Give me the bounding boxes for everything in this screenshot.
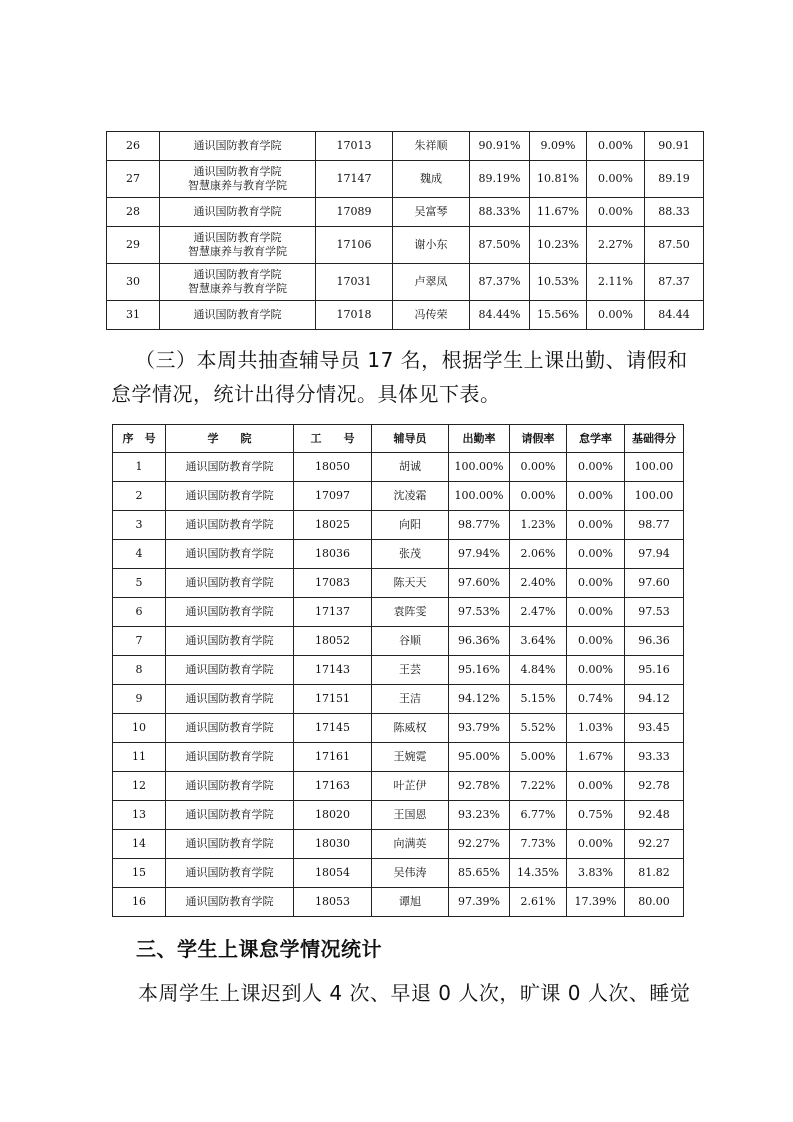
cell-attendance-rate: 97.53% [449,598,510,627]
cell-base-score: 80.00 [625,888,684,917]
table-row [113,656,684,685]
cell-id: 17106 [316,227,393,264]
cell-attendance-rate: 92.78% [449,772,510,801]
cell-base-score: 93.33 [625,743,684,772]
cell-id: 17089 [316,198,393,227]
cell-leave-rate: 14.35% [510,859,567,888]
cell-base-score: 81.82 [625,859,684,888]
cell-slack-rate: 0.00% [567,453,625,482]
cell-college: 通识国防教育学院 智慧康养与教育学院 [160,264,316,301]
table-row [113,714,684,743]
cell-id: 17013 [316,132,393,161]
cell-slack-rate: 2.27% [587,227,645,264]
cell-college: 通识国防教育学院 [166,830,294,859]
cell-no: 27 [107,161,160,198]
cell-leave-rate: 0.00% [510,482,567,511]
table-row [113,569,684,598]
cell-college: 通识国防教育学院 [166,540,294,569]
summary-paragraph: 本周学生上课迟到人 4 次、早退 0 人次，旷课 0 人次、睡觉 [138,981,691,1005]
cell-college: 通识国防教育学院 [160,301,316,330]
cell-name: 王洁 [372,685,449,714]
cell-name: 沈凌霜 [372,482,449,511]
cell-id: 17151 [294,685,372,714]
cell-college: 通识国防教育学院 [166,801,294,830]
cell-base-score: 97.53 [625,598,684,627]
table-row [107,198,704,227]
cell-college: 通识国防教育学院 智慧康养与教育学院 [160,227,316,264]
cell-id: 17161 [294,743,372,772]
cell-college: 通识国防教育学院 [166,743,294,772]
table-row [113,801,684,830]
cell-no: 13 [113,801,166,830]
cell-attendance-rate: 94.12% [449,685,510,714]
cell-id: 18052 [294,627,372,656]
cell-name: 王婉霓 [372,743,449,772]
cell-attendance-rate: 98.77% [449,511,510,540]
cell-id: 17137 [294,598,372,627]
cell-no: 4 [113,540,166,569]
table-row [113,598,684,627]
header-attendance-rate: 出勤率 [449,425,510,453]
cell-base-score: 100.00 [625,482,684,511]
cell-attendance-rate: 93.79% [449,714,510,743]
cell-no: 3 [113,511,166,540]
table-row [113,743,684,772]
cell-id: 17018 [316,301,393,330]
cell-no: 26 [107,132,160,161]
cell-slack-rate: 3.83% [567,859,625,888]
cell-slack-rate: 0.00% [587,161,645,198]
cell-base-score: 98.77 [625,511,684,540]
cell-name: 谢小东 [393,227,470,264]
cell-slack-rate: 0.00% [567,482,625,511]
cell-slack-rate: 0.00% [567,511,625,540]
cell-attendance-rate: 95.16% [449,656,510,685]
cell-id: 17083 [294,569,372,598]
cell-slack-rate: 0.74% [567,685,625,714]
cell-college: 通识国防教育学院 [166,598,294,627]
cell-base-score: 90.91 [645,132,704,161]
cell-attendance-rate: 97.94% [449,540,510,569]
cell-slack-rate: 0.00% [587,301,645,330]
cell-base-score: 95.16 [625,656,684,685]
cell-college: 通识国防教育学院 [166,453,294,482]
cell-no: 31 [107,301,160,330]
cell-no: 1 [113,453,166,482]
cell-attendance-rate: 97.60% [449,569,510,598]
table-row [107,161,704,198]
cell-slack-rate: 0.00% [587,132,645,161]
cell-attendance-rate: 87.37% [470,264,530,301]
cell-attendance-rate: 100.00% [449,482,510,511]
cell-name: 王国恩 [372,801,449,830]
cell-college: 通识国防教育学院 [160,198,316,227]
header-slack-rate: 怠学率 [567,425,625,453]
table-row [113,888,684,917]
cell-slack-rate: 0.00% [567,540,625,569]
table-row [107,132,704,161]
table-row [113,482,684,511]
cell-no: 9 [113,685,166,714]
cell-attendance-rate: 85.65% [449,859,510,888]
cell-college: 通识国防教育学院 [166,511,294,540]
cell-leave-rate: 10.53% [530,264,587,301]
cell-base-score: 84.44 [645,301,704,330]
cell-base-score: 94.12 [625,685,684,714]
cell-name: 叶芷伊 [372,772,449,801]
counselor-score-table [112,424,684,917]
cell-name: 胡诚 [372,453,449,482]
cell-college: 通识国防教育学院 [166,656,294,685]
cell-slack-rate: 17.39% [567,888,625,917]
table-header-row [113,425,684,453]
cell-leave-rate: 3.64% [510,627,567,656]
cell-leave-rate: 10.81% [530,161,587,198]
cell-id: 18025 [294,511,372,540]
cell-id: 18020 [294,801,372,830]
cell-leave-rate: 7.73% [510,830,567,859]
cell-no: 10 [113,714,166,743]
cell-leave-rate: 5.52% [510,714,567,743]
cell-slack-rate: 0.00% [567,569,625,598]
cell-leave-rate: 0.00% [510,453,567,482]
cell-college: 通识国防教育学院 [166,482,294,511]
cell-slack-rate: 1.67% [567,743,625,772]
cell-no: 8 [113,656,166,685]
cell-base-score: 89.19 [645,161,704,198]
cell-name: 卢翠凤 [393,264,470,301]
cell-college: 通识国防教育学院 [166,685,294,714]
cell-attendance-rate: 92.27% [449,830,510,859]
cell-no: 30 [107,264,160,301]
cell-no: 6 [113,598,166,627]
cell-no: 15 [113,859,166,888]
cell-name: 吴伟涛 [372,859,449,888]
cell-slack-rate: 0.00% [567,772,625,801]
cell-slack-rate: 0.00% [567,830,625,859]
cell-leave-rate: 2.61% [510,888,567,917]
attendance-table-continued [106,131,704,330]
cell-no: 7 [113,627,166,656]
cell-slack-rate: 1.03% [567,714,625,743]
table-row [113,511,684,540]
cell-name: 向阳 [372,511,449,540]
cell-attendance-rate: 96.36% [449,627,510,656]
cell-no: 5 [113,569,166,598]
cell-no: 12 [113,772,166,801]
cell-id: 17031 [316,264,393,301]
table-row [113,627,684,656]
cell-id: 18036 [294,540,372,569]
table-row [107,301,704,330]
cell-id: 18030 [294,830,372,859]
cell-leave-rate: 5.15% [510,685,567,714]
header-college: 学 院 [166,425,294,453]
cell-name: 向满英 [372,830,449,859]
cell-attendance-rate: 87.50% [470,227,530,264]
header-base-score: 基础得分 [625,425,684,453]
cell-name: 冯传荣 [393,301,470,330]
cell-id: 17143 [294,656,372,685]
cell-name: 张茂 [372,540,449,569]
cell-base-score: 88.33 [645,198,704,227]
cell-id: 17163 [294,772,372,801]
cell-attendance-rate: 88.33% [470,198,530,227]
cell-name: 袁阵雯 [372,598,449,627]
header-id: 工 号 [294,425,372,453]
cell-college: 通识国防教育学院 [166,627,294,656]
cell-base-score: 92.48 [625,801,684,830]
cell-no: 28 [107,198,160,227]
cell-college: 通识国防教育学院 [160,132,316,161]
cell-leave-rate: 10.23% [530,227,587,264]
table-row [113,859,684,888]
header-counselor: 辅导员 [372,425,449,453]
cell-id: 17147 [316,161,393,198]
cell-leave-rate: 7.22% [510,772,567,801]
cell-college: 通识国防教育学院 智慧康养与教育学院 [160,161,316,198]
cell-no: 11 [113,743,166,772]
cell-no: 2 [113,482,166,511]
cell-name: 谭旭 [372,888,449,917]
cell-college: 通识国防教育学院 [166,888,294,917]
cell-attendance-rate: 89.19% [470,161,530,198]
cell-slack-rate: 0.00% [567,598,625,627]
cell-base-score: 87.37 [645,264,704,301]
cell-base-score: 93.45 [625,714,684,743]
cell-id: 18053 [294,888,372,917]
header-no: 序 号 [113,425,166,453]
cell-name: 陈威权 [372,714,449,743]
cell-no: 14 [113,830,166,859]
cell-college: 通识国防教育学院 [166,714,294,743]
cell-id: 17097 [294,482,372,511]
cell-attendance-rate: 100.00% [449,453,510,482]
cell-leave-rate: 5.00% [510,743,567,772]
cell-attendance-rate: 93.23% [449,801,510,830]
cell-slack-rate: 0.00% [567,627,625,656]
cell-base-score: 96.36 [625,627,684,656]
cell-base-score: 100.00 [625,453,684,482]
cell-leave-rate: 2.47% [510,598,567,627]
cell-leave-rate: 2.06% [510,540,567,569]
cell-name: 魏成 [393,161,470,198]
cell-college: 通识国防教育学院 [166,859,294,888]
cell-college: 通识国防教育学院 [166,772,294,801]
cell-name: 谷顺 [372,627,449,656]
cell-slack-rate: 0.00% [567,656,625,685]
cell-leave-rate: 2.40% [510,569,567,598]
cell-id: 17145 [294,714,372,743]
table-row [113,453,684,482]
cell-attendance-rate: 90.91% [470,132,530,161]
cell-slack-rate: 0.75% [567,801,625,830]
table-row [113,685,684,714]
cell-id: 18050 [294,453,372,482]
cell-leave-rate: 9.09% [530,132,587,161]
table-row [113,830,684,859]
cell-leave-rate: 4.84% [510,656,567,685]
section-heading: 三、学生上课怠学情况统计 [136,937,382,961]
cell-base-score: 97.60 [625,569,684,598]
cell-attendance-rate: 95.00% [449,743,510,772]
cell-leave-rate: 6.77% [510,801,567,830]
table-row [113,772,684,801]
cell-name: 王芸 [372,656,449,685]
cell-attendance-rate: 97.39% [449,888,510,917]
cell-id: 18054 [294,859,372,888]
cell-base-score: 92.27 [625,830,684,859]
cell-leave-rate: 11.67% [530,198,587,227]
cell-base-score: 97.94 [625,540,684,569]
cell-base-score: 92.78 [625,772,684,801]
cell-name: 吴富琴 [393,198,470,227]
table-row [113,540,684,569]
cell-name: 陈天天 [372,569,449,598]
cell-base-score: 87.50 [645,227,704,264]
cell-college: 通识国防教育学院 [166,569,294,598]
cell-name: 朱祥顺 [393,132,470,161]
cell-slack-rate: 0.00% [587,198,645,227]
section-paragraph: （三）本周共抽查辅导员 17 名，根据学生上课出勤、请假和怠学情况，统计出得分情况。具体见下表。 [111,348,688,406]
cell-no: 16 [113,888,166,917]
table-row [107,227,704,264]
table-row [107,264,704,301]
cell-leave-rate: 1.23% [510,511,567,540]
header-leave-rate: 请假率 [510,425,567,453]
cell-leave-rate: 15.56% [530,301,587,330]
cell-slack-rate: 2.11% [587,264,645,301]
cell-no: 29 [107,227,160,264]
cell-attendance-rate: 84.44% [470,301,530,330]
